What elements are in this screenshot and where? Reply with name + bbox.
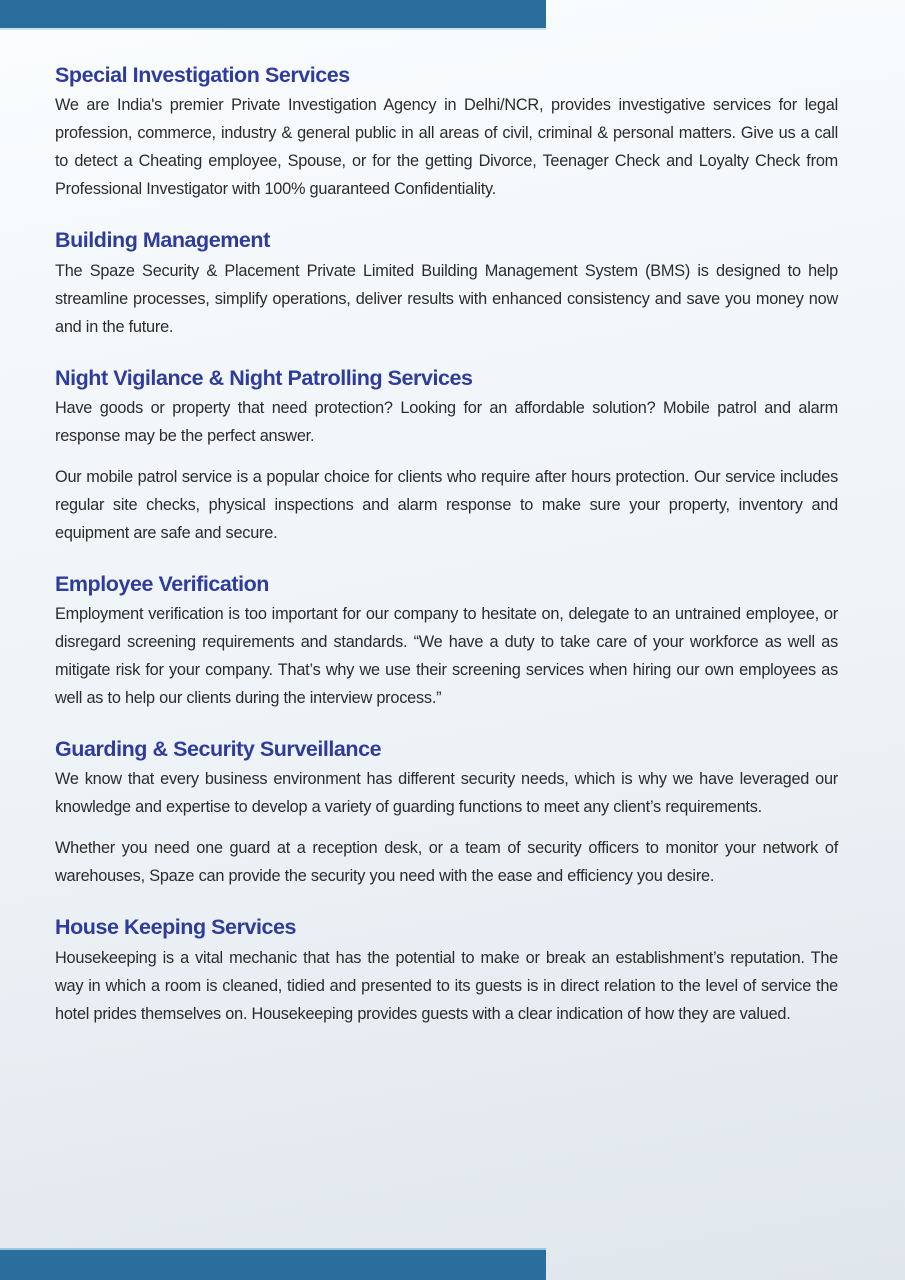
section-paragraph: Employment verification is too important for our company to hesitate on, delegate to an untrained employee, or disregard screening requirements and standards. “We have a duty to take care of your workforce as well as mitigate risk for your company. That’s why we use their screening services when hiring our own employees as well as to help our clients during the interview process.” [55, 605, 838, 708]
section-heading: Night Vigilance & Night Patrolling Services [55, 365, 473, 390]
section-paragraph: We are India's premier Private Investigation Agency in Delhi/NCR, provides investigative services for legal profession, commerce, industry & general public in all areas of civil, criminal & personal matters. Give us a call to detect a Cheating employee, Spouse, or for the getting Divorce, Teenager Check and Loyalty Check from Professional Investigator with 100% guaranteed Confidentiality. [55, 96, 838, 199]
section-heading: Building Management [55, 228, 270, 253]
section-building-management [55, 227, 838, 340]
bottom-accent-bar [0, 1248, 546, 1280]
section-paragraph: Whether you need one guard at a reception desk, or a team of security officers to monitor your network of warehouses, Spaze can provide the security you need with the ease and efficiency you desire. [55, 839, 838, 886]
section-special-investigation-services [55, 62, 838, 203]
section-paragraph: The Spaze Security & Placement Private Limited Building Management System (BMS) is designed to help streamline processes, simplify operations, deliver results with enhanced consistency and save you money now and in the future. [55, 261, 838, 336]
document-content [55, 62, 838, 1028]
section-paragraph: Our mobile patrol service is a popular choice for clients who require after hours protection. Our service includes regular site checks, physical inspections and alarm response to make sure your property, inventory and equipment are safe and secure. [55, 467, 838, 542]
section-house-keeping-services [55, 914, 838, 1027]
top-accent-bar [0, 0, 546, 30]
section-heading: Special Investigation Services [55, 63, 350, 87]
section-employee-verification [55, 571, 838, 712]
section-heading: Guarding & Security Surveillance [55, 737, 382, 762]
section-heading: House Keeping Services [55, 915, 297, 940]
section-paragraph: Housekeeping is a vital mechanic that has the potential to make or break an establishment’s reputation. The way in which a room is cleaned, tidied and presented to its guests is in direct relation to the level of service the hotel prides themselves on. Housekeeping provides guests with a clear indication of how they are valued. [55, 948, 838, 1023]
section-guarding-security-surveillance [55, 736, 838, 890]
section-paragraph: We know that every business environment has different security needs, which is why we have leveraged our knowledge and expertise to develop a variety of guarding functions to meet any client’s requirements. [55, 770, 838, 817]
section-paragraph: Have goods or property that need protection? Looking for an affordable solution? Mobile patrol and alarm response may be the perfect answer. [55, 398, 838, 445]
section-night-vigilance-patrolling-services [55, 365, 838, 547]
section-heading: Employee Verification [55, 571, 269, 596]
